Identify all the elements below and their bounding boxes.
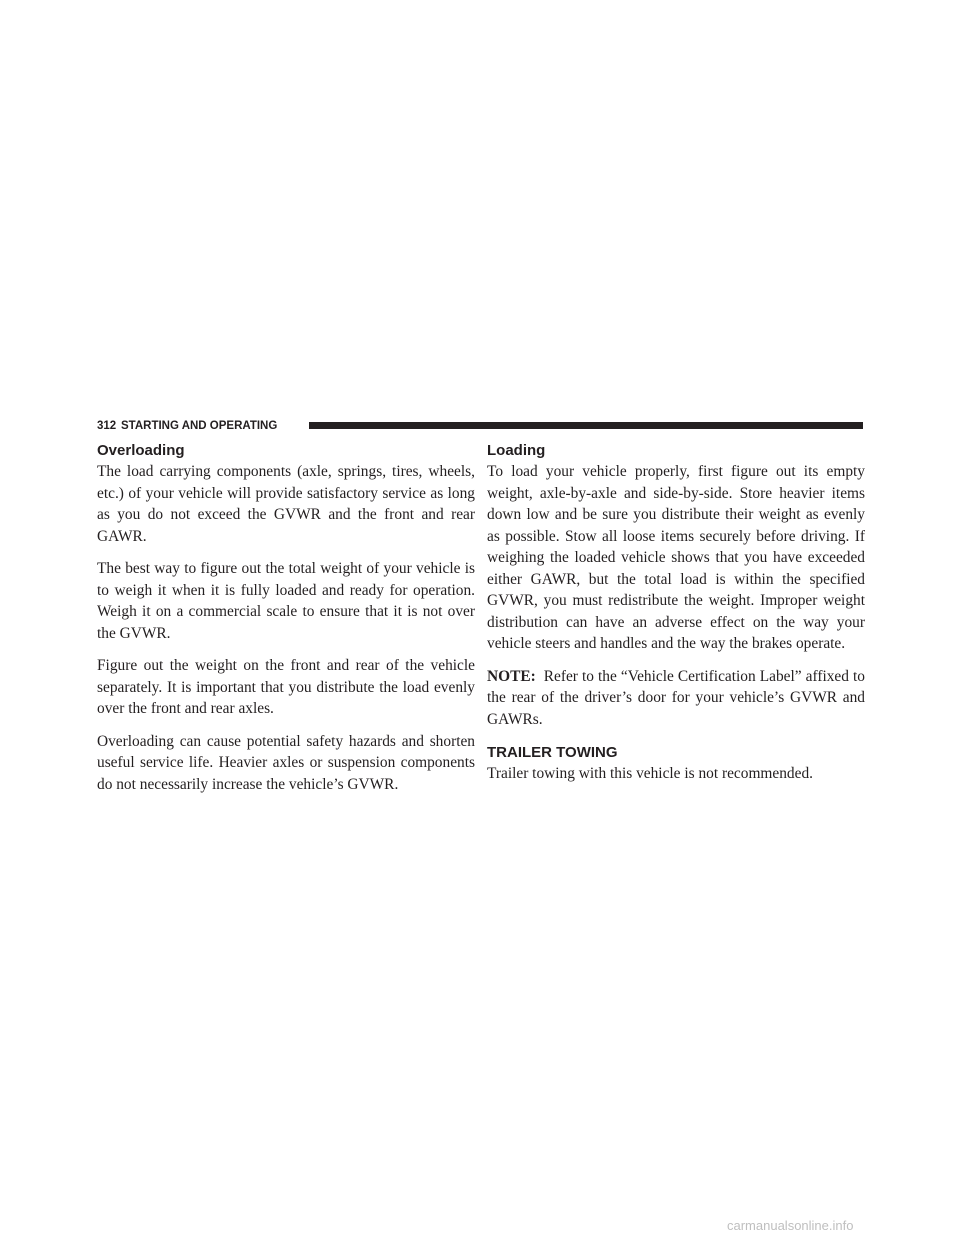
loading-heading: Loading bbox=[487, 442, 546, 459]
note-paragraph bbox=[487, 666, 865, 731]
trailer-towing-paragraph: Trailer towing with this vehicle is not recommended. bbox=[487, 765, 813, 782]
trailer-towing-heading: TRAILER TOWING bbox=[487, 744, 618, 761]
page-number: 312 bbox=[97, 420, 117, 432]
overloading-paragraph-3: Figure out the weight on the front and rear of the vehicle separately. It is important that you distribute the load evenly over the front and rear axles. bbox=[97, 657, 475, 717]
watermark: carmanualsonline.info bbox=[727, 1218, 854, 1233]
overloading-paragraph-2: The best way to figure out the total weight of your vehicle is to weigh it when it is fully loaded and ready for operation. Weigh it on a commercial scale to ensure that it is not over the GVWR. bbox=[97, 560, 475, 642]
overloading-paragraph-4: Overloading can cause potential safety hazards and shorten useful service life. Heavier axles or suspension components do not necessarily increase the vehicle’s GVWR. bbox=[97, 732, 475, 793]
loading-paragraph: To load your vehicle properly, first figure out its empty weight, axle-by-axle and side-by-side. Store heavier items down low and be sure you distribute their weight as evenly as possible. Stow all loose items securely before driving. If weighing the loaded vehicle shows that you have exceeded either GAWR, but the total load is within the specified GVWR, you must redistribute the weight. Improper weight distribution can have an adverse effect on the way your vehicle steers and handles and the way the brakes operate. bbox=[487, 463, 865, 652]
section-title: STARTING AND OPERATING bbox=[121, 420, 278, 432]
page-header bbox=[97, 418, 863, 434]
header-rule bbox=[309, 422, 863, 429]
overloading-heading: Overloading bbox=[97, 442, 185, 459]
left-column bbox=[97, 441, 475, 795]
note-text: Refer to the “Vehicle Certification Label” affixed to the rear of the driver’s door for your vehicle’s GVWR and GAWRs. bbox=[487, 667, 865, 728]
overloading-paragraph-1: The load carrying components (axle, springs, tires, wheels, etc.) of your vehicle will provide satisfactory service as long as you do not exceed the GVWR and the front and rear GAWR. bbox=[97, 463, 475, 545]
note-label: NOTE: bbox=[487, 667, 536, 685]
right-column bbox=[487, 441, 865, 785]
